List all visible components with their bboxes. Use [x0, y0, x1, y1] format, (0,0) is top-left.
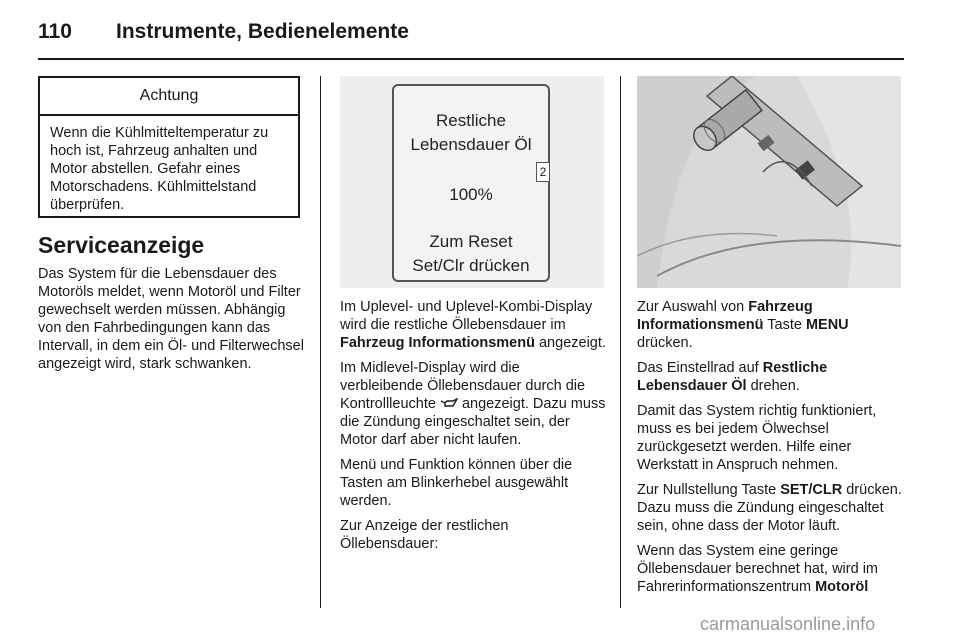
paragraph: Menü und Funktion können über die Tasten am Blinkerhebel ausgewählt werden. — [340, 457, 573, 509]
paragraph: Zur Auswahl von Fahrzeug Informationsmenü Taste MENU drücken. — [637, 299, 849, 351]
column-3-text — [637, 298, 905, 603]
column-divider — [320, 76, 321, 608]
display-line-4: Set/Clr drücken — [412, 256, 530, 275]
display-percent: 100% — [449, 185, 493, 204]
warning-box — [38, 76, 300, 218]
warning-title: Achtung — [40, 78, 298, 116]
watermark: carmanualsonline.info — [700, 614, 876, 634]
oil-can-icon — [440, 398, 458, 409]
paragraph: Im Midlevel-Display wird die verbleibende Öllebensdauer durch die Kontrollleuchte angezeigt. Dazu muss die Zündung eingeschaltet sein, der Motor darf aber nicht laufen. — [340, 360, 606, 448]
column-2-text — [340, 298, 606, 560]
paragraph: Das Einstellrad auf Restliche Lebensdauer Öl drehen. — [637, 360, 828, 394]
page-number: 110 — [38, 20, 72, 43]
display-line-3: Zum Reset — [429, 232, 513, 251]
page-header — [38, 14, 904, 54]
display-screen — [392, 84, 550, 282]
paragraph: Zur Anzeige der restlichen Öllebensdauer: — [340, 518, 509, 552]
paragraph: Im Uplevel- und Uplevel-Kombi-Display wird die restliche Öllebensdauer im Fahrzeug Informationsmenü angezeigt. — [340, 299, 606, 351]
section-intro — [38, 265, 306, 380]
turn-signal-lever-photo — [637, 76, 901, 288]
paragraph: Wenn das System eine geringe Öllebensdauer berechnet hat, wird im Fahrerinformationszentrum Motoröl — [637, 543, 878, 595]
lever-illustration — [637, 76, 901, 288]
column-divider — [620, 76, 621, 608]
display-line-1: Restliche — [436, 111, 506, 130]
display-line-2: Lebensdauer Öl — [410, 135, 532, 154]
display-page-indicator: 2 — [536, 162, 550, 182]
section-heading: Serviceanzeige — [38, 232, 205, 258]
display-illustration — [340, 76, 604, 288]
warning-text: Wenn die Kühlmitteltemperatur zu hoch ist, Fahrzeug anhalten und Motor abstellen. Gefahr eines Motorschadens. Kühlmittelstand überprüfen. — [50, 125, 269, 213]
paragraph: Damit das System richtig funktioniert, muss es bei jedem Ölwechsel zurückgesetzt werden. Hilfe einer Werkstatt in Anspruch nehmen. — [637, 403, 877, 473]
paragraph: Zur Nullstellung Taste SET/CLR drücken. Dazu muss die Zündung eingeschaltet sein, ohne dass der Motor läuft. — [637, 482, 902, 534]
page-title: Instrumente, Bedienelemente — [116, 20, 409, 43]
intro-paragraph: Das System für die Lebensdauer des Motoröls meldet, wenn Motoröl und Filter gewechselt werden müssen. Abhängig von den Fahrbedingungen kann das Intervall, in dem ein Öl- und Filterwechsel angezeigt wird, stark schwanken. — [38, 266, 304, 372]
header-rule — [38, 58, 904, 60]
